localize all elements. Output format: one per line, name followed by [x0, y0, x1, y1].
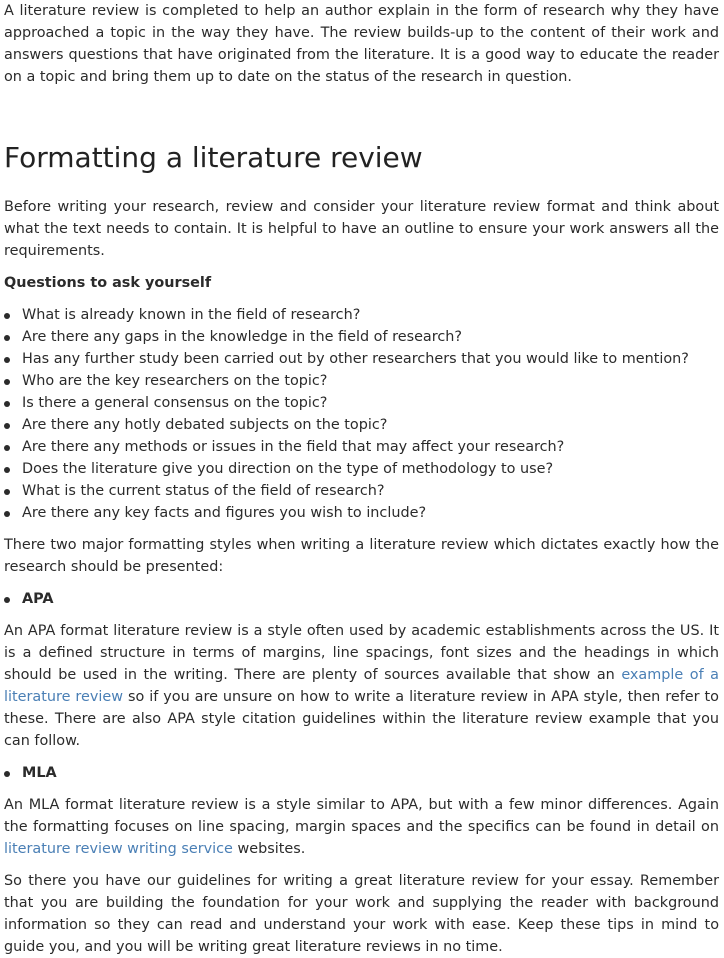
apa-heading: APA [4, 588, 719, 610]
questions-list [4, 304, 719, 524]
literature-review-writing-service-link[interactable]: literature review writing service [4, 841, 233, 857]
list-item: Are there any methods or issues in the field that may affect your research? [4, 436, 719, 458]
mla-heading: MLA [4, 762, 719, 784]
apa-text-before: An APA format literature review is a style often used by academic establishments across the US. It is a defined structure in terms of margins, line spacings, font sizes and the headings in which should be used in the writing. There are plenty of sources available that show an [4, 623, 719, 683]
list-item: Does the literature give you direction on the type of methodology to use? [4, 458, 719, 480]
apa-text-after: so if you are unsure on how to write a literature review in APA style, then refer to these. There are also APA style citation guidelines within the literature review example that you can follow. [4, 689, 719, 749]
intro-paragraph: A literature review is completed to help an author explain in the form of research why they have approached a topic in the way they have. The review builds-up to the content of their work and answers questions that have originated from the literature. It is a good way to educate the reader on a topic and bring them up to date on the status of the research in question. [4, 3, 719, 85]
mla-text-after: websites. [232, 841, 306, 857]
list-item: Are there any key facts and figures you wish to include? [4, 502, 719, 524]
section-heading: Formatting a literature review [4, 141, 423, 174]
list-item: Is there a general consensus on the topic? [4, 392, 719, 414]
list-item: Has any further study been carried out by other researchers that you would like to mention? [4, 348, 719, 370]
styles-intro-paragraph: There two major formatting styles when writing a literature review which dictates exactly how the research should be presented: [4, 537, 719, 575]
mla-text-before: An MLA format literature review is a style similar to APA, but with a few minor differences. Again the formatting focuses on line spacing, margin spaces and the specifics can be found in detail on [4, 797, 719, 835]
before-writing-paragraph: Before writing your research, review and consider your literature review format and think about what the text needs to contain. It is helpful to have an outline to ensure your work answers all the requirements. [4, 199, 719, 259]
list-item: Are there any gaps in the knowledge in the field of research? [4, 326, 719, 348]
list-item: What is already known in the field of research? [4, 304, 719, 326]
example-literature-review-link[interactable]: example of a literature review [4, 667, 719, 705]
questions-title: Questions to ask yourself [4, 275, 212, 291]
mla-paragraph [4, 794, 719, 860]
list-item: Are there any hotly debated subjects on the topic? [4, 414, 719, 436]
apa-paragraph [4, 620, 719, 752]
list-item: What is the current status of the field of research? [4, 480, 719, 502]
conclusion-paragraph: So there you have our guidelines for writing a great literature review for your essay. Remember that you are building the foundation for your work and supplying the reader with background information so they can read and understand your work with ease. Keep these tips in mind to guide you, and you will be writing great literature reviews in no time. [4, 873, 719, 955]
list-item: Who are the key researchers on the topic? [4, 370, 719, 392]
